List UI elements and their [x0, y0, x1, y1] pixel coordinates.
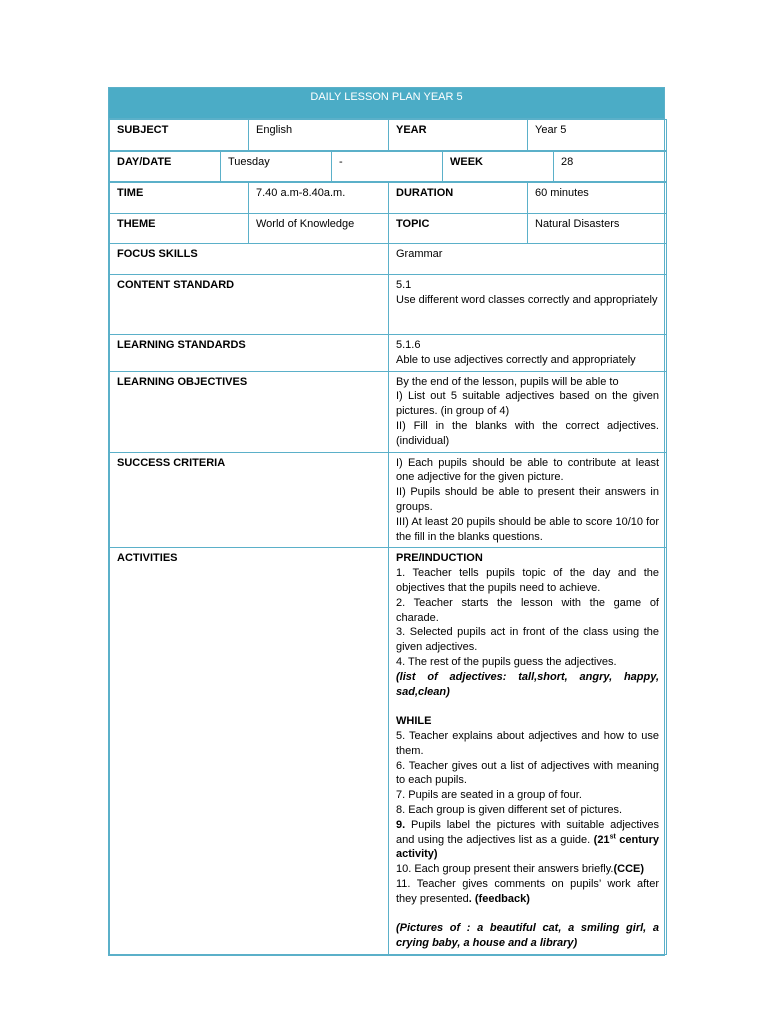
week-value: 28	[554, 152, 667, 182]
activity-item: 8. Each group is given different set of pictures.	[396, 803, 623, 816]
page-title: DAILY LESSON PLAN YEAR 5	[109, 88, 664, 119]
activity-item: 1. Teacher tells pupils topic of the day and the objectives that the pupils need to achieve.	[396, 567, 659, 594]
content-standard-code: 5.1	[396, 279, 412, 291]
year-value: Year 5	[528, 120, 667, 151]
year-label: YEAR	[389, 120, 528, 151]
activity-item	[396, 818, 659, 862]
content-standard-value	[389, 275, 667, 335]
focus-skills-label: FOCUS SKILLS	[110, 244, 389, 275]
objective-item: I) List out 5 suitable adjectives based on the given pictures. (in group of 4)	[396, 390, 659, 418]
adjective-list: (list of adjectives: tall,short, angry, happy, sad,clean)	[396, 670, 659, 698]
activity-item	[396, 862, 659, 877]
item9-tag: (21st century activity)	[396, 832, 659, 861]
activity-item: 4. The rest of the pupils guess the adjectives.	[396, 655, 617, 668]
topic-value: Natural Disasters	[528, 214, 667, 244]
topic-label: TOPIC	[389, 214, 528, 244]
while-heading: WHILE	[396, 715, 432, 728]
item10-tag: (CCE)	[613, 863, 645, 876]
activity-item	[396, 877, 659, 907]
item9-text: Pupils label the pictures with suitable adjectives and using the adjectives list as a guide.	[396, 818, 659, 846]
objectives-intro: By the end of the lesson, pupils will be able to	[396, 375, 619, 388]
activity-item: 5. Teacher explains about adjectives and how to use them.	[396, 729, 659, 757]
item11-tag: . (feedback)	[468, 892, 530, 905]
learning-standards-code: 5.1.6	[396, 339, 421, 351]
activity-item: 7. Pupils are seated in a group of four.	[396, 789, 582, 802]
objective-item: II) Fill in the blanks with the correct adjectives. (individual)	[396, 419, 659, 447]
day-date-label: DAY/DATE	[110, 152, 221, 182]
theme-value: World of Knowledge	[249, 214, 389, 244]
duration-label: DURATION	[389, 183, 528, 214]
learning-standards-label: LEARNING STANDARDS	[110, 335, 389, 372]
activity-item: 3. Selected pupils act in front of the class using the given adjectives.	[396, 626, 659, 654]
subject-value: English	[249, 120, 389, 151]
criteria-item: III) At least 20 pupils should be able to score 10/10 for the fill in the blanks questions.	[396, 515, 659, 543]
pictures-note: (Pictures of : a beautiful cat, a smiling girl, a crying baby, a house and a library)	[396, 922, 659, 950]
pre-induction-heading: PRE/INDUCTION	[396, 552, 483, 565]
activity-item: 2. Teacher starts the lesson with the game of charade.	[396, 596, 659, 624]
learning-standards-value	[389, 335, 667, 372]
main-rows	[109, 182, 667, 955]
item10-text: 10. Each group present their answers briefly.	[396, 863, 614, 876]
theme-label: THEME	[110, 214, 249, 244]
content-standard-label: CONTENT STANDARD	[110, 275, 389, 335]
learning-standards-text: Able to use adjectives correctly and appropriately	[396, 353, 636, 366]
focus-skills-value: Grammar	[389, 244, 667, 275]
day-value: Tuesday	[221, 152, 332, 182]
subject-row	[109, 119, 667, 151]
activity-item: 6. Teacher gives out a list of adjectives with meaning to each pupils.	[396, 759, 659, 787]
date-value: -	[332, 152, 443, 182]
success-criteria-value	[389, 452, 667, 548]
criteria-item: II) Pupils should be able to present their answers in groups.	[396, 486, 659, 513]
item9-number: 9.	[396, 818, 406, 831]
success-criteria-label: SUCCESS CRITERIA	[110, 452, 389, 548]
learning-objectives-value	[389, 371, 667, 452]
time-value: 7.40 a.m-8.40a.m.	[249, 183, 389, 214]
activities-label: ACTIVITIES	[110, 548, 389, 955]
week-label: WEEK	[443, 152, 554, 182]
learning-objectives-label: LEARNING OBJECTIVES	[110, 371, 389, 452]
duration-value: 60 minutes	[528, 183, 667, 214]
content-standard-text: Use different word classes correctly and appropriately	[396, 293, 658, 306]
item11-text: 11. Teacher gives comments on pupils’ work after they presented	[396, 877, 659, 905]
criteria-item: I) Each pupils should be able to contribute at least one adjective for the given picture.	[396, 456, 659, 484]
subject-label: SUBJECT	[110, 120, 249, 151]
date-row	[109, 151, 667, 182]
lesson-plan-table	[108, 87, 665, 956]
activities-value	[389, 548, 667, 955]
time-label: TIME	[110, 183, 249, 214]
